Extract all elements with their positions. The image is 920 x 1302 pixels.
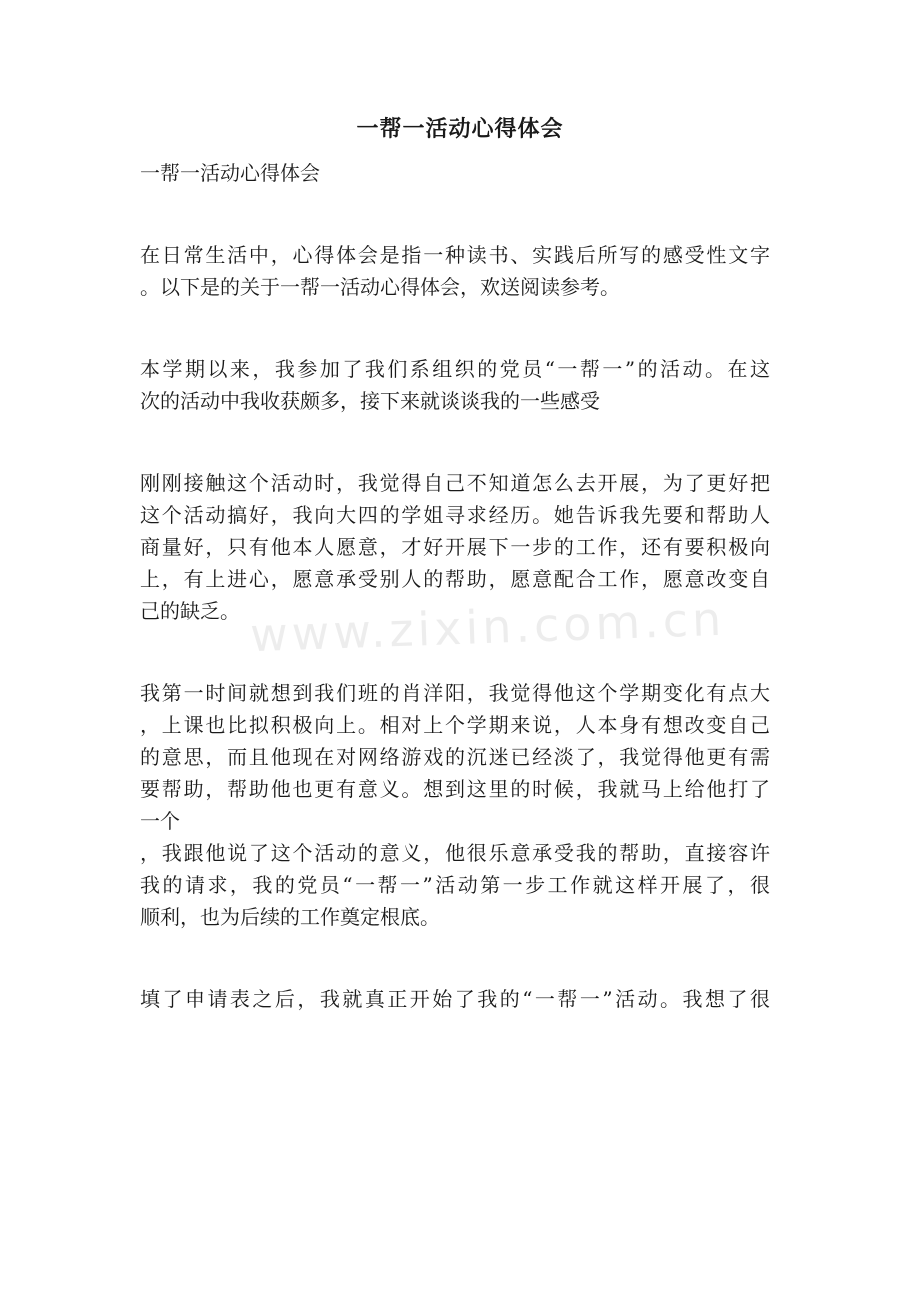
paragraph-line: 在日常生活中，心得体会是指一种读书、实践后所写的感受性文字 <box>140 243 770 267</box>
paragraph-line: 次的活动中我收获颇多，接下来就谈谈我的一些感受 <box>140 389 600 413</box>
paragraph-3 <box>140 467 770 627</box>
paragraph-5 <box>140 983 770 1015</box>
paragraph-line: 填了申请表之后，我就真正开始了我的“一帮一”活动。我想了很 <box>140 987 770 1011</box>
document-title: 一帮一活动心得体会 <box>356 116 564 142</box>
paragraph-line: 。以下是的关于一帮一活动心得体会，欢送阅读参考。 <box>140 275 620 299</box>
paragraph-4 <box>140 677 770 933</box>
paragraph-line: 己的缺乏。 <box>140 599 240 623</box>
paragraph-line: 我的请求，我的党员“一帮一”活动第一步工作就这样开展了，很 <box>140 873 770 897</box>
paragraph-line: 上，有上进心，愿意承受别人的帮助，愿意配合工作，愿意改变自 <box>140 567 770 591</box>
paragraph-line: 这个活动搞好，我向大四的学姐寻求经历。她告诉我先要和帮助人 <box>140 503 770 527</box>
paragraph-1 <box>140 239 770 303</box>
paragraph-line: 一个 <box>140 809 180 833</box>
paragraph-line: 商量好，只有他本人愿意，才好开展下一步的工作，还有要积极向 <box>140 535 770 559</box>
paragraph-line: ，我跟他说了这个活动的意义，他很乐意承受我的帮助，直接容许 <box>140 841 770 865</box>
paragraph-line: 的意思，而且他现在对网络游戏的沉迷已经淡了，我觉得他更有需 <box>140 745 770 769</box>
paragraph-line: 本学期以来，我参加了我们系组织的党员“一帮一”的活动。在这 <box>140 357 770 381</box>
paragraph-gap <box>140 933 770 983</box>
paragraph-line: 刚刚接触这个活动时，我觉得自己不知道怎么去开展，为了更好把 <box>140 471 770 495</box>
document-body <box>140 157 770 1015</box>
paragraph-gap <box>140 303 770 353</box>
paragraph-line: 要帮助，帮助他也更有意义。想到这里的时候，我就马上给他打了 <box>140 777 770 801</box>
paragraph-2 <box>140 353 770 417</box>
paragraph-gap <box>140 189 770 239</box>
paragraph-line: ，上课也比拟积极向上。相对上个学期来说，人本身有想改变自己 <box>140 713 770 737</box>
paragraph-line: 顺利，也为后续的工作奠定根底。 <box>140 905 440 929</box>
paragraph-gap <box>140 417 770 467</box>
paragraph-gap <box>140 627 770 677</box>
paragraph-line: 我第一时间就想到我们班的肖洋阳，我觉得他这个学期变化有点大 <box>140 681 770 705</box>
document-subtitle: 一帮一活动心得体会 <box>140 161 320 185</box>
watermark: www.zixin.com.cn <box>249 591 727 663</box>
